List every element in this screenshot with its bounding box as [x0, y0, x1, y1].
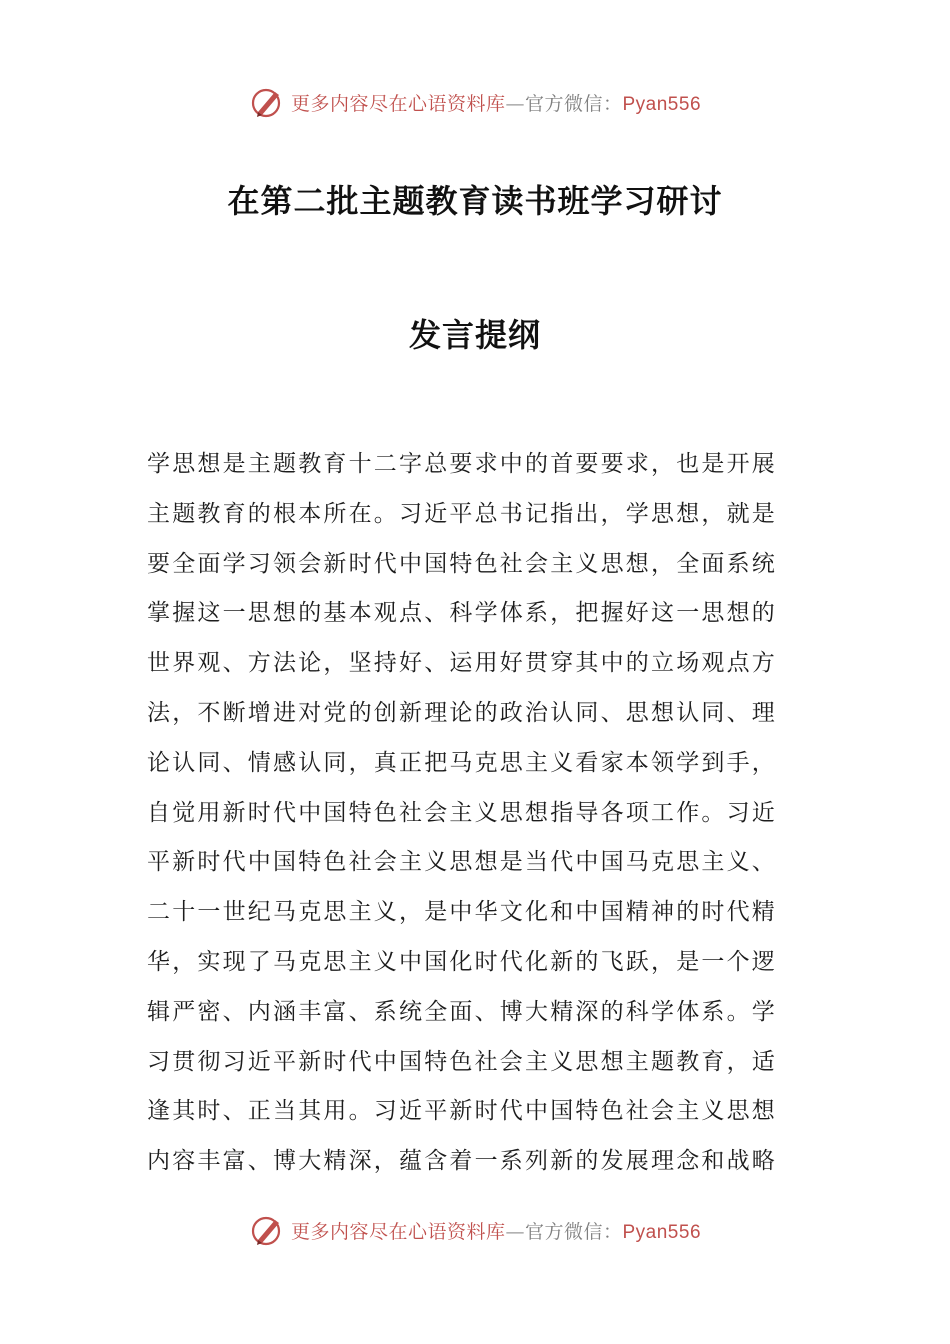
watermark-banner-top	[0, 82, 950, 122]
body-line: 自觉用新时代中国特色社会主义思想指导各项工作。习近	[147, 799, 777, 826]
body-line: 辑严密、内涵丰富、系统全面、博大精深的科学体系。学	[147, 998, 777, 1025]
pen-logo-icon	[249, 1212, 285, 1248]
document-body	[147, 440, 807, 1187]
watermark-wechat-id: Pyan556	[622, 93, 702, 115]
watermark-prefix: 更多内容尽在心语资料库	[290, 92, 506, 115]
watermark-separator: —	[505, 1220, 525, 1243]
document-title-line-2: 发言提纲	[408, 316, 541, 354]
body-line: 习贯彻习近平新时代中国特色社会主义思想主题教育，适	[147, 1048, 777, 1075]
body-line: 掌握这一思想的基本观点、科学体系，把握好这一思想的	[147, 600, 777, 627]
document-title-line-1: 在第二批主题教育读书班学习研讨	[227, 182, 723, 220]
body-line: 要全面学习领会新时代中国特色社会主义思想，全面系统	[147, 550, 777, 577]
body-line: 法，不断增进对党的创新理论的政治认同、思想认同、理	[147, 699, 777, 726]
watermark-wechat-id: Pyan556	[622, 1221, 702, 1243]
watermark-text	[291, 89, 701, 116]
body-line: 逢其时、正当其用。习近平新时代中国特色社会主义思想	[147, 1098, 777, 1125]
watermark-prefix: 更多内容尽在心语资料库	[290, 1220, 506, 1243]
body-line: 论认同、情感认同，真正把马克思主义看家本领学到手，	[147, 749, 777, 776]
body-line: 学思想是主题教育十二字总要求中的首要要求，也是开展	[147, 451, 777, 477]
body-line: 平新时代中国特色社会主义思想是当代中国马克思主义、	[147, 849, 777, 876]
watermark-separator: —	[505, 92, 525, 115]
watermark-text	[291, 1217, 701, 1244]
body-line: 主题教育的根本所在。习近平总书记指出，学思想，就是	[147, 500, 777, 527]
watermark-wechat-label: 官方微信：	[524, 1220, 623, 1243]
watermark-wechat-label: 官方微信：	[524, 92, 623, 115]
pen-logo-icon	[249, 84, 285, 120]
body-line: 华，实现了马克思主义中国化时代化新的飞跃，是一个逻	[147, 948, 777, 975]
watermark-banner-bottom	[0, 1210, 950, 1250]
body-line: 二十一世纪马克思主义，是中华文化和中国精神的时代精	[147, 899, 777, 926]
body-line: 世界观、方法论，坚持好、运用好贯穿其中的立场观点方	[147, 650, 777, 677]
body-line: 内容丰富、博大精深，蕴含着一系列新的发展理念和战略	[147, 1148, 777, 1175]
